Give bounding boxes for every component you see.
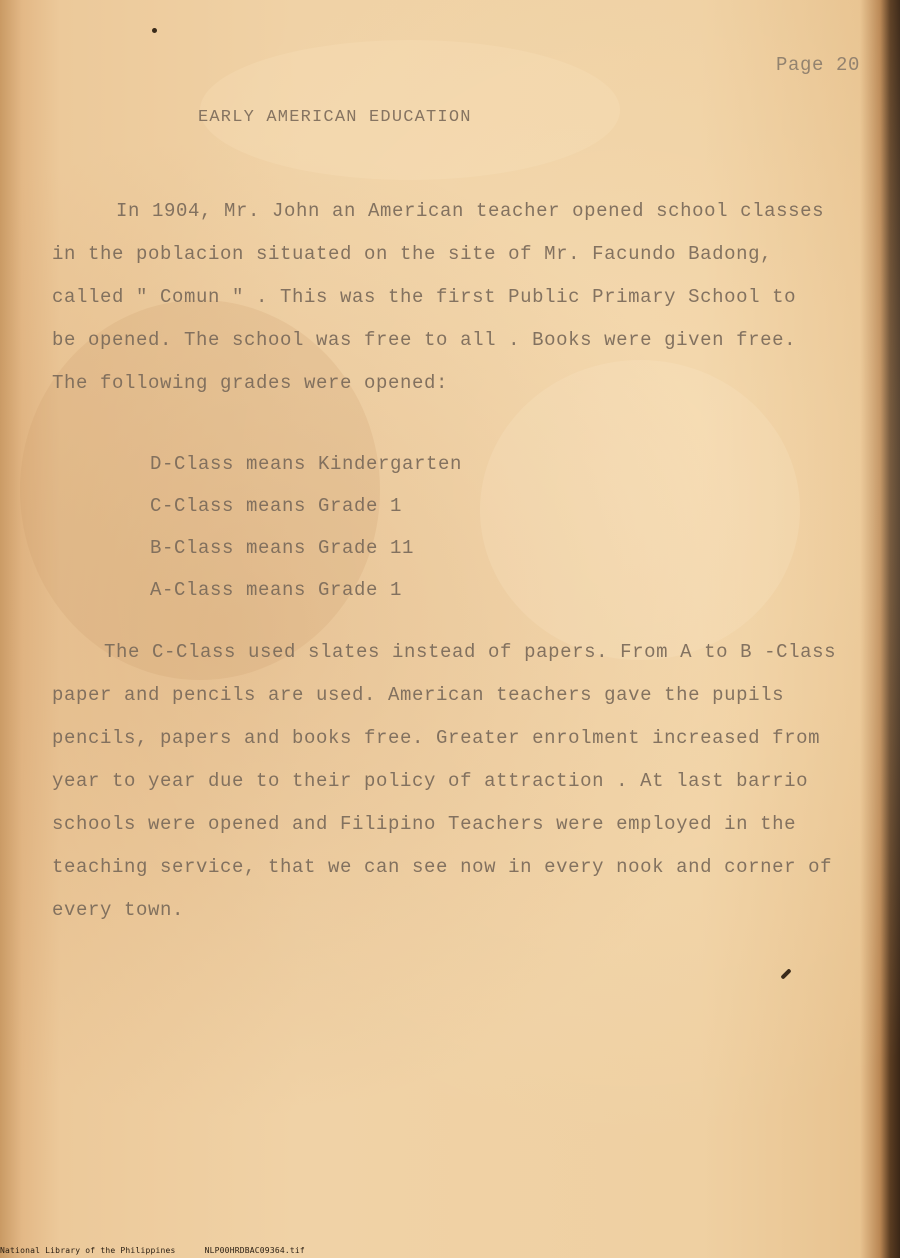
paragraph-line: In 1904, Mr. John an American teacher opened school classes (116, 200, 825, 222)
paragraph-line: pencils, papers and books free. Greater enrolment increased from (52, 727, 821, 749)
paragraph-line: every town. (52, 899, 185, 921)
paragraph-line: The following grades were opened: (52, 372, 449, 394)
paragraph-line: schools were opened and Filipino Teachers were employed in the (52, 813, 797, 835)
list-item: A-Class means Grade 1 (150, 579, 403, 601)
paragraph-line: teaching service, that we can see now in every nook and corner of (52, 856, 833, 878)
ink-spot (780, 968, 791, 979)
library-label: National Library of the Philippines (0, 1246, 176, 1255)
paragraph-line: The C-Class used slates instead of papers. From A to B -Class (104, 641, 837, 663)
paragraph-line: year to year due to their policy of attraction . At last barrio (52, 770, 809, 792)
paragraph-line: paper and pencils are used. American teachers gave the pupils (52, 684, 785, 706)
paragraph-line: called " Comun " . This was the first Public Primary School to (52, 286, 797, 308)
filename-label: NLP00HRDBAC09364.tif (204, 1246, 305, 1255)
paragraph-2 (52, 631, 836, 932)
list-item: C-Class means Grade 1 (150, 495, 403, 517)
page-number: Page 20 (776, 54, 861, 76)
paragraph-1 (52, 190, 824, 405)
list-item: B-Class means Grade 11 (150, 537, 415, 559)
page-title: EARLY AMERICAN EDUCATION (198, 108, 472, 127)
scan-footer (0, 1246, 305, 1255)
paper-stain (480, 360, 800, 660)
list-item: D-Class means Kindergarten (150, 453, 463, 475)
class-list (150, 443, 462, 611)
paragraph-line: be opened. The school was free to all . Books were given free. (52, 329, 797, 351)
ink-spot (152, 28, 157, 33)
paragraph-line: in the poblacion situated on the site of Mr. Facundo Badong, (52, 243, 773, 265)
